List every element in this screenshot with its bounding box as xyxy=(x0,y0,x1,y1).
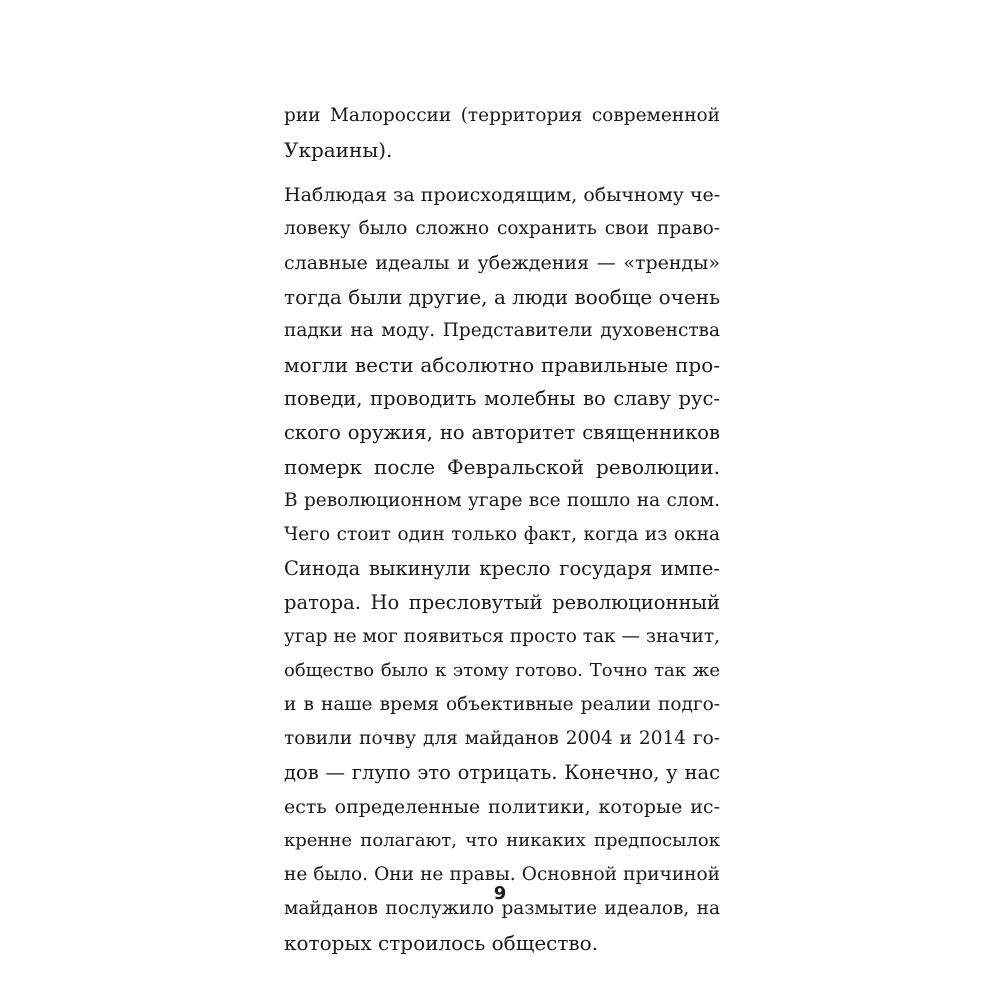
text-line: которых строилось общество. xyxy=(284,931,599,955)
text-line: угар не мог появиться просто так — значит, xyxy=(284,626,720,647)
text-line: ского оружия, но авторитет священников xyxy=(284,421,720,444)
text-line: Украины). xyxy=(284,138,393,162)
text-line: могли вести абсолютно правильные про- xyxy=(284,353,720,377)
text-line: рии Малороссии (территория современной xyxy=(284,105,720,126)
text-line: не было. Они не правы. Основной причиной xyxy=(284,864,720,885)
text-line: ратора. Но пресловутый революционный xyxy=(284,591,720,614)
text-line: В революционном угаре все пошло на слом. xyxy=(284,490,720,511)
text-line: поведи, проводить молебны во славу рус- xyxy=(284,387,720,410)
text-line: товили почву для майданов 2004 и 2014 го- xyxy=(284,728,720,749)
text-line: Наблюдая за происходящим, обычному че- xyxy=(284,184,721,206)
text-line: славные идеалы и убеждения — «тренды» xyxy=(284,252,720,274)
text-line: тогда были другие, а люди вообще очень xyxy=(284,285,720,309)
text-line: общество было к этому готово. Точно так же xyxy=(284,660,720,681)
text-line: майданов послужило размытие идеалов, на xyxy=(284,898,720,919)
text-line: Синода выкинули кресло государя импе- xyxy=(284,557,720,580)
text-line: померк после Февральской революции. xyxy=(284,455,720,479)
text-line: и в наше время объективные реалии подго- xyxy=(284,694,720,715)
text-line: кренне полагают, что никаких предпосылок xyxy=(284,830,720,851)
text-line: падки на моду. Представители духовенства xyxy=(284,320,720,341)
page-number: 9 xyxy=(493,883,507,904)
paragraph-continuation xyxy=(284,99,720,167)
text-line: дов — глупо это отрицать. Конечно, у нас xyxy=(284,761,720,784)
text-line: ловеку было сложно сохранить свои право- xyxy=(284,218,720,239)
paragraph-main xyxy=(284,178,720,960)
text-line: Чего стоит один только факт, когда из окна xyxy=(284,524,720,545)
text-line: есть определенные политики, которые ис- xyxy=(284,796,720,818)
